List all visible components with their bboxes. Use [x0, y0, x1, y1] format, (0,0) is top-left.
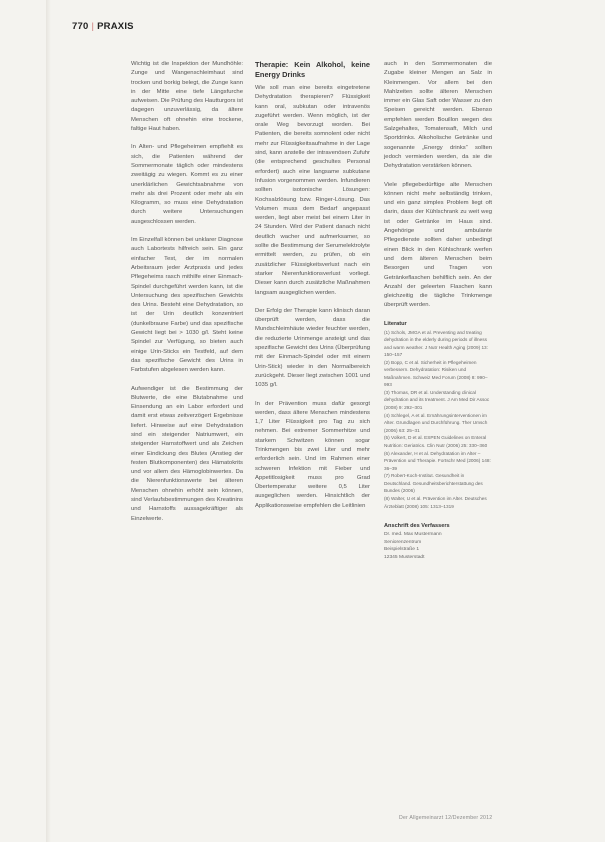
reference-item: (4) Schlegel, A et al. Ernährungsinterventionen im Alter. Grundlagen und Durchführung. Ther Umsch (2006) 63: 25–31 [384, 412, 488, 433]
author-address [384, 531, 492, 561]
paragraph: In der Prävention muss dafür gesorgt werden, dass ältere Menschen mindestens 1,7 Liter Flüssigkeit pro Tag zu sich nehmen. Bei extremer Sommerhitze und starkem Schwitzen können sogar Trinkmengen bis zwei Liter und mehr erforderlich sein. Und im Rahmen einer schweren Infektion mit Fieber und Appetitlosigkeit muss pro Grad Übertemperatur weitere 0,5 Liter ausgeglichen werden. Hinsichtlich der Applikationsweise empfehlen die Leitlinien [255, 400, 370, 509]
paragraph: In Alten- und Pflegeheimen empfiehlt es sich, die Patienten während der Sommermonate täglich oder mindestens zweitägig zu wiegen. Kommt es zu einer unerklärlichen Gewichtsabnahme von mehr als drei Prozent oder mehr als ein Kilogramm, so muss eine Dehydratation durch weitere Untersuchungen ausgeschlossen werden. [131, 144, 243, 225]
section-heading-therapy: Therapie: Kein Alkohol, keine Energy Drinks [255, 60, 370, 79]
paragraph: Wichtig ist die Inspektion der Mundhöhle: Zunge und Wangenschleimhaut sind trocken und borkig belegt, die Zunge kann in der Mitte eine tiefe Längsfurche aufweisen. Die Prüfung des Hautturgors ist dagegen unzuverlässig, da ältere Menschen oft ohnehin eine trockene, faltige Haut haben. [131, 61, 243, 133]
references-heading: Literatur [384, 320, 407, 327]
references-list [384, 329, 492, 510]
reference-item: (1) Schols, JMGA et al. Preventing and treating dehydration in the elderly during periods of illness and warm weather. J Nutr Health Aging (2009) 13: 150–157 [384, 329, 488, 357]
address-line: 12345 Musterstadt [384, 554, 425, 560]
address-line: Seniorenzentrum [384, 539, 422, 545]
paragraph: Aufwendiger ist die Bestimmung der Blutwerte, die eine Blutabnahme und Einsendung an ein Labor erfordert und damit erst etwas zeitverzögert Ergebnisse liefert. Hinweise auf eine Dehydratation sind ein steigender Natriumwert, ein steigender Harnstoffwert und als Zeichen einer Eindickung des Blutes (Anstieg der festen Blutkomponenten) des Hämatokrits und vor allem des Hämoglobinwertes. Da die Nierenfunktionswerte bei älteren Menschen ohnehin erhöht sein können, sind Verlaufsbestimmungen des Kreatinins und Harnstoffs aussagekräftiger als Einzelwerte. [131, 385, 243, 522]
paragraph: Wie soll man eine bereits eingetretene Dehydratation therapieren? Flüssigkeit kann oral, subkutan oder intravenös zugeführt werden. Wenn möglich, ist der orale Weg bevorzugt worden. Bei Patienten, die bereits somnolent oder nicht mehr zur Flüssigkeitsaufnahme in der Lage sind, kann anstelle der intravenösen Zufuhr (die entsprechend geschultes Personal erfordert) auch eine langsame subkutane Infusion vorgenommen werden. Infundieren sollten isotonische Lösungen: Kochsalzlösung bzw. Ringer-Lösung. Das Volumen muss dem Bedarf angepasst werden, liegt aber meist bei einem Liter in 24 Stunden. Wird der Patient danach nicht deutlich wacher und aufmerksamer, so sollte die Bestimmung der Serumelektrolyte ermittelt werden, zu prüfen, ob ein zusätzlicher Flüssigkeitsverlust nach ein starker Nierenfunktionsverlust vorliegt. Dieser kann durch zusätzliche Maßnahmen langsam ausgeglichen werden. [255, 85, 370, 296]
author-address-heading: Anschrift des Verfassers [384, 522, 450, 529]
reference-item: (2) Bopp, C et al. Sicherheit in Pflegeheimen verbessern. Dehydratation: Risiken und Maßnahmen. Schweiz Med Forum (2008) 8: 990–993 [384, 359, 488, 388]
reference-item: (3) Thomas, DR et al. Understanding clinical dehydration and its treatment. J Am Med Dir Assoc (2008) 9: 292–301 [384, 389, 490, 410]
paragraph: Der Erfolg der Therapie kann klinisch daran überprüft werden, dass die Mundschleimhäute wieder feuchter werden, die reduzierte Urinmenge ansteigt und das spezifische Gewicht des Urins (Überprüfung mit der Einmach-Spindel oder mit einem Urin-Stick) wieder in den Normalbereich zurückgeht. Dieser liegt zwischen 1001 und 1035 g/l. [255, 307, 370, 389]
text-column-1 [131, 60, 243, 533]
section-title: PRAXIS [97, 21, 134, 32]
paragraph: Viele pflegebedürftige alte Menschen können nicht mehr selbständig trinken, und ein ganz simples Problem liegt oft darin, dass der Kühlschrank zu weit weg ist oder Getränke im Haus sind. Angehörige und ambulante Pflegedienste sollten daher unbedingt einen Blick in den Kühlschrank werfen und dem älteren Menschen beim Besorgen und Tragen von Getränkeflaschen behilflich sein. An der Anzahl der geleerten Flaschen kann gleichzeitig die tägliche Trinkmenge überprüft werden. [384, 181, 492, 309]
paragraph: auch in den Sommermonaten die Zugabe kleiner Mengen an Salz in Kleinmengen. Vor allem bei den Mahlzeiten sollte älteren Menschen immer ein Glas Saft oder Wasser zu den Speisen gereicht werden. Ebenso empfehlen werden Bouillon wegen des Salzgehaltes, Tomatensaft, Milch und Sportdrinks. Alkoholische Getränke und sogenannte „Energy drinks“ sollten jedoch vermieden werden, da sie die Dehydratation verstärken können. [384, 61, 492, 170]
page-header [72, 21, 134, 32]
text-column-3 [384, 60, 492, 561]
address-line: Dr. med. Max Mustermann [384, 531, 442, 537]
address-line: Beispielstraße 1 [384, 547, 420, 553]
header-separator: | [91, 21, 95, 32]
page-number: 770 [72, 21, 89, 32]
text-column-2 [255, 60, 370, 520]
reference-item: (5) Volkert, D et al. ESPEN Guidelines on Enteral Nutrition: Geriatrics. Clin Nutr (2006) 25: 330–360 [384, 435, 488, 448]
page-footer: Der Allgemeinarzt 12/Dezember 2012 [399, 815, 493, 821]
reference-item: (8) Walter, U et al. Prävention im Alter. Deutsches Ärzteblatt (2008) 105: 1313–1319 [384, 496, 487, 509]
reference-item: (6) Alexander, H et al. Dehydratation im Alter – Prävention und Therapie. Fortschr Med (2006) 148: 36–39 [384, 450, 491, 471]
reference-item: (7) Robert-Koch-Institut. Gesundheit in Deutschland. Gesundheitsberichterstattung des Bundes (2006) [384, 473, 483, 494]
page-gutter-shadow [46, 0, 51, 842]
paragraph: Im Einzelfall können bei unklarer Diagnose auch Labortests hilfreich sein. Ein ganz einfacher Test, der im normalen Arbeitsraum jeder Arztpraxis und jedes Pflegeheims rasch mithilfe einer Einmach-Spindel durchgeführt werden kann, ist die Untersuchung des spezifischen Gewichts des Urins. Besteht eine Dehydratation, so ist der Urin deutlich konzentriert (dunkelbraune Farbe) und das spezifische Gewicht liegt bei > 1030 g/l. Steht keine Spindel zur Verfügung, so bieten auch einige Urin-Sticks ein Testfeld, auf dem das spezifische Gewicht des Urins in Farbstufen abgelesen werden kann. [131, 237, 243, 374]
